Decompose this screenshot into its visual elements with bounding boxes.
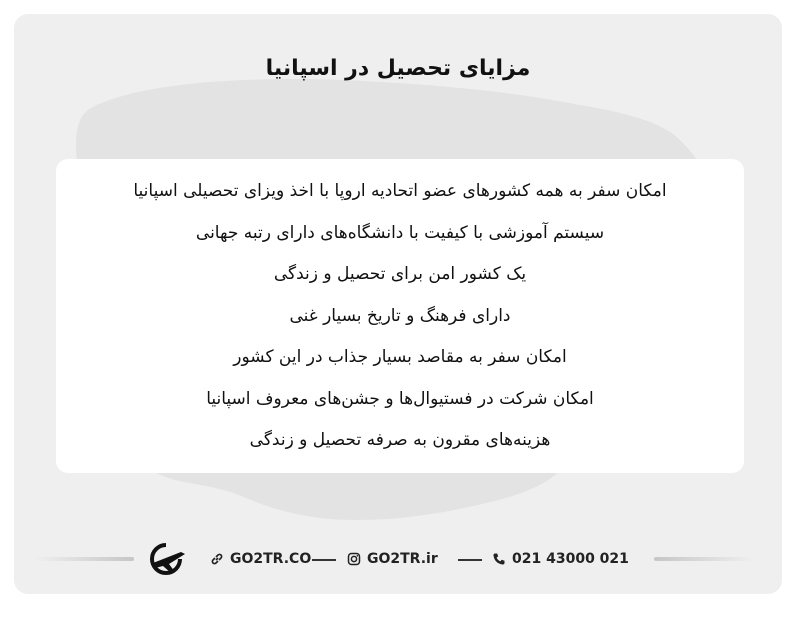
benefit-item: امکان سفر به همه کشورهای عضو اتحادیه اروپا با اخذ ویزای تحصیلی اسپانیا [133, 181, 667, 201]
instagram-link[interactable] [347, 549, 438, 569]
instagram-icon [347, 552, 361, 566]
benefits-panel [56, 159, 744, 473]
benefit-item: هزینه‌های مقرون به صرفه تحصیل و زندگی [249, 430, 551, 450]
benefit-item: سیستم آموزشی با کیفیت با دانشگاه‌های دارای رتبه جهانی [195, 222, 605, 243]
phone-link[interactable] [492, 549, 629, 569]
benefit-item: امکان شرکت در فستیوال‌ها و جشن‌های معروف اسپانیا [206, 388, 594, 409]
benefit-item: یک کشور امن برای تحصیل و زندگی [273, 264, 527, 284]
footer-divider-right [654, 557, 754, 561]
benefit-item: امکان سفر به مقاصد بسیار جذاب در این کشور [233, 347, 567, 367]
infographic-card [14, 14, 782, 594]
website-text: GO2TR.CO [230, 551, 312, 567]
benefit-item: دارای فرهنگ و تاریخ بسیار غنی [289, 305, 511, 326]
airplane-logo-icon [145, 542, 187, 576]
footer-divider-left [34, 557, 134, 561]
contact-footer [14, 542, 782, 574]
phone-text: 021 43000 021 [512, 551, 629, 567]
website-link[interactable] [210, 549, 311, 569]
benefits-list [56, 159, 744, 462]
phone-icon [492, 552, 506, 566]
page-title: مزایای تحصیل در اسپانیا [265, 56, 531, 81]
footer-separator [458, 559, 482, 561]
footer-separator [312, 559, 336, 561]
instagram-text: GO2TR.ir [367, 551, 438, 567]
link-icon [210, 552, 224, 566]
